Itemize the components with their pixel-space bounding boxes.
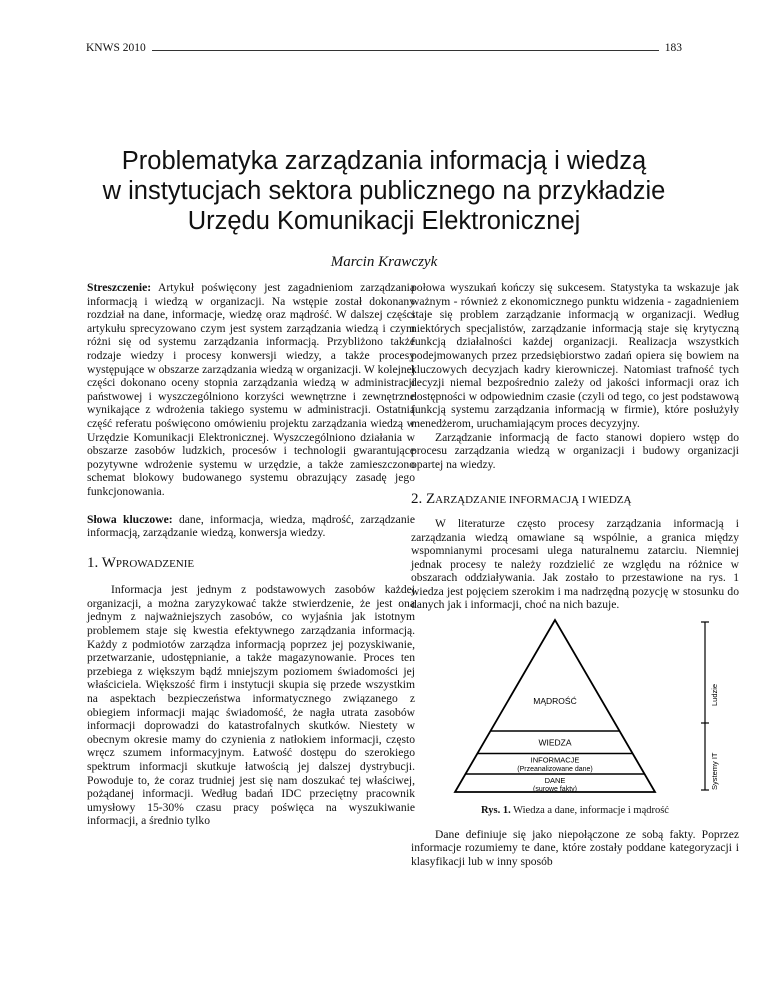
keywords-text: dane, informacja, wiedza, mądrość, zarządzanie informacją, zarządzanie wiedzą, konwersja wiedzy. — [87, 512, 415, 540]
axis-label-people: Ludzie — [710, 683, 719, 707]
caption-label: Rys. 1. — [481, 805, 511, 817]
section-1-initial: W — [101, 554, 116, 571]
title-line-1: Problematyka zarządzania informacją i wiedzą — [121, 147, 647, 175]
section-2-initial: Z — [426, 491, 436, 508]
level-information: INFORMACJE — [530, 755, 580, 765]
running-header — [86, 38, 682, 54]
right-paragraph-1: połowa wyszukań kończy się sukcesem. Statystyka ta wskazuje jak ważnym - również z ekonomicznego punktu widzenia - zagadnieniem staje się problem zarządzanie informacją w organizacji. Według niektórych specjalistów, zarządzanie informacją staje się krytyczną funkcją działalności każdej organizacji. Realizacja wszystkich podejmowanych przez przedsiębiorstwo zadań opiera się bowiem na kluczowych decyzjach kadry kierowniczej. Natomiast trafność tych decyzji niemal bezpośrednio zależy od jakości informacji oraz ich dostępności w odpowiednim czasie (czyli od tego, co jest podstawową funkcją systemu zarządzania informacją w firmie), które posłużyły menedżerom, uruchamiającym proces decyzyjny. — [411, 281, 739, 430]
figure-caption — [411, 804, 739, 818]
level-data-sub: (surowe fakty) — [533, 786, 577, 794]
abstract-text: Artykuł poświęcony jest zagadnieniom zarządzania informacją i wiedzą w organizacji. Na wstępie został dokonany rozdział na dane, informacje, wiedzę oraz mądrość. W dalszej części artykułu sprecyzowano czym jest system zarządzania wiedzą i czym różni się od systemu zarządzania informacją. Przybliżono także rodzaje wiedzy i procesy konwersji wiedzy, a także procesy występujące w obszarze zarządzania wiedzą w organizacji. W kolejnej części dokonano oceny stopnia zarządzania wiedzą w administracji państwowej i wyszczególniono korzyści wewnętrzne i zewnętrzne wynikające z wdrożenia takiego systemu w administracji. Ostatnią część referatu poświęcono omówieniu projektu zarządzania wiedzą w Urzędzie Komunikacji Elektronicznej. Wyszczególniono działania w obszarze zasobów ludzkich, procesów i technologii gwarantujące pozytywne wdrożenie systemu w urzędzie, a także zamieszczono schemat blokowy budowanego systemu obrazujący zasadę jego funkcjonowania. — [87, 281, 415, 498]
header-rule — [152, 50, 659, 51]
keywords — [87, 513, 415, 540]
level-knowledge: WIEDZA — [538, 737, 572, 748]
paper-title — [60, 146, 708, 236]
title-line-2: w instytucjach sektora publicznego na przykładzie — [102, 177, 666, 205]
caption-text: Wiedza a dane, informacje i mądrość — [510, 805, 669, 817]
right-column — [411, 281, 739, 868]
pyramid-diagram — [420, 618, 730, 798]
section-1-heading — [87, 554, 415, 572]
journal-name: KNWS 2010 — [86, 42, 146, 54]
section-1-number: 1. — [87, 554, 99, 571]
section-2-rest: ARZĄDZANIE INFORMACJĄ I WIEDZĄ — [435, 494, 632, 507]
level-wisdom: MĄDROŚĆ — [533, 696, 577, 707]
section-1-rest: PROWADZENIE — [115, 557, 195, 570]
closing-paragraph: Dane definiuje się jako niepołączone ze sobą fakty. Poprzez informacje rozumiemy te dane, które zostały poddane kategoryzacji i klasyfikacji lub w inny sposób — [411, 827, 739, 868]
section-2-paragraph: W literaturze często procesy zarządzania informacją i zarządzania wiedzą omawiane są wspólnie, a granica między wspomnianymi procesami ulega naturalnemu zatarciu. Niemniej jednak procesy te należy rozdzielić ze względu na różnice w obszarach oddziaływania. Jak zostało to przestawione na rys. 1 wiedza jest pojęciem szerokim i ma nadrzędną pozycję w stosunku do danych jak i informacji, choć na nich bazuje. — [411, 516, 739, 612]
axis-label-it-systems: Systemy IT — [710, 752, 719, 791]
section-2-number: 2. — [411, 491, 423, 508]
right-paragraph-2: Zarządzanie informacją de facto stanowi dopiero wstęp do procesu zarządzania wiedzą w organizacji i budowy organizacji opartej na wiedzy. — [411, 430, 739, 471]
author-name: Marcin Krawczyk — [330, 254, 438, 270]
level-information-sub: (Przeanalizowane dane) — [517, 766, 593, 774]
page-number: 183 — [664, 42, 682, 54]
knowledge-pyramid-figure — [420, 618, 730, 798]
abstract — [87, 281, 415, 499]
section-2-heading — [411, 493, 739, 508]
abstract-label: Streszczenie: — [87, 281, 152, 294]
left-column — [87, 281, 415, 828]
title-line-3: Urzędu Komunikacji Elektronicznej — [187, 207, 581, 235]
section-1-paragraph: Informacja jest jednym z podstawowych zasobów każdej organizacji, a można zaryzykować także stwierdzenie, że jest ona jednym z najważniejszych zasobów, co wyjaśnia jak istotnym problemem staje się kwestia efektywnego zarządzania informacją. Każdy z podmiotów zarządza informacją poprzez jej pozyskiwanie, przetwarzanie, udostępnianie, a także magazynowanie. Proces ten przebiega z większym bądź mniejszym poziomem świadomości jej właściciela. Większość firm i instytucji skupia się przede wszystkim na aspektach bezpieczeństwa informatycznego związanego z obiegiem informacji mając świadomość, że nagła utrata zasobów informacji doprowadzi do katastrofalnych skutków. Niestety w obecnym okresie mamy do czynienia z natłokiem informacji, często wręcz szumem informacyjnym. Łatwość dostępu do szerokiego spektrum informacji skutkuje łatwością jej dalszej dystrybucji. Powoduje to, że coraz trudniej jest się nam doszukać tej właściwej, pożądanej informacji. Według badań IDC przeciętny pracownik umysłowy 15-30% czasu pracy poświęca na wyszukiwanie informacji, a średnio tylko — [87, 583, 415, 828]
keywords-label: Słowa kluczowe: — [87, 512, 173, 526]
level-data: DANE — [544, 776, 566, 786]
